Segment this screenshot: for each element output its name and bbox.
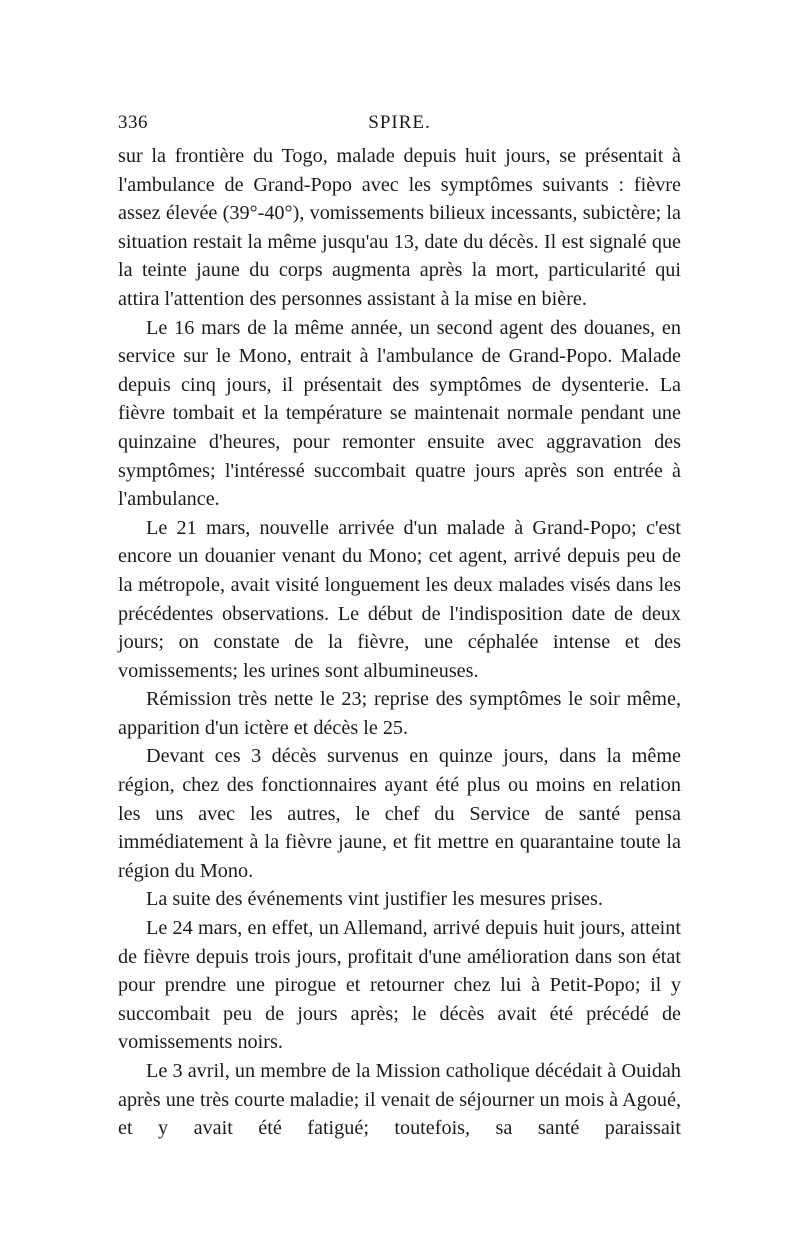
- book-page: [118, 112, 681, 1143]
- body-text: [118, 142, 681, 1143]
- paragraph: Rémission très nette le 23; reprise des symptômes le soir même, apparition d'un ictère et décès le 25.: [118, 688, 681, 739]
- paragraph: Le 21 mars, nouvelle arrivée d'un malade à Grand-Popo; c'est encore un douanier venant du Mono; cet agent, arrivé depuis peu de la métropole, avait visité longuement les deux malades visés dans les précédentes observations. Le début de l'indisposition date de deux jours; on constate de la fièvre, une céphalée intense et des vomissements; les urines sont albumineuses.: [118, 516, 681, 682]
- paragraph: Le 3 avril, un membre de la Mission catholique décédait à Ouidah après une très courte maladie; il venait de séjourner un mois à Agoué, et y avait été fatigué; toutefois, sa santé paraissait: [118, 1060, 681, 1140]
- paragraph: Le 16 mars de la même année, un second agent des douanes, en service sur le Mono, entrait à l'ambulance de Grand-Popo. Malade depuis cinq jours, il présentait des symptômes de dysenterie. La fièvre tombait et la température se maintenait normale pendant une quinzaine d'heures, pour remonter ensuite avec aggravation des symptômes; l'intéressé succombait quatre jours après son entrée à l'ambulance.: [118, 316, 681, 511]
- paragraph: Le 24 mars, en effet, un Allemand, arrivé depuis huit jours, atteint de fièvre depuis trois jours, profitait d'une amélioration dans son état pour prendre une pirogue et retourner chez lui à Petit-Popo; il y succombait peu de jours après; le décès avait été précédé de vomissements noirs.: [118, 917, 681, 1054]
- page-number: 336: [118, 112, 148, 133]
- running-head: [118, 112, 681, 142]
- running-title: SPIRE.: [368, 112, 431, 133]
- paragraph: sur la frontière du Togo, malade depuis huit jours, se présentait à l'ambulance de Grand-Popo avec les symptômes suivants : fièvre assez élevée (39°-40°), vomissements bilieux incessants, subictère; la situation restait la même jusqu'au 13, date du décès. Il est signalé que la teinte jaune du corps augmenta après la mort, particularité qui attira l'attention des personnes assistant à la mise en bière.: [118, 145, 681, 310]
- paragraph: Devant ces 3 décès survenus en quinze jours, dans la même région, chez des fonctionnaires ayant été plus ou moins en relation les uns avec les autres, le chef du Service de santé pensa immédiatement à la fièvre jaune, et fit mettre en quarantaine toute la région du Mono.: [118, 745, 681, 882]
- paragraph: La suite des événements vint justifier les mesures prises.: [146, 888, 603, 911]
